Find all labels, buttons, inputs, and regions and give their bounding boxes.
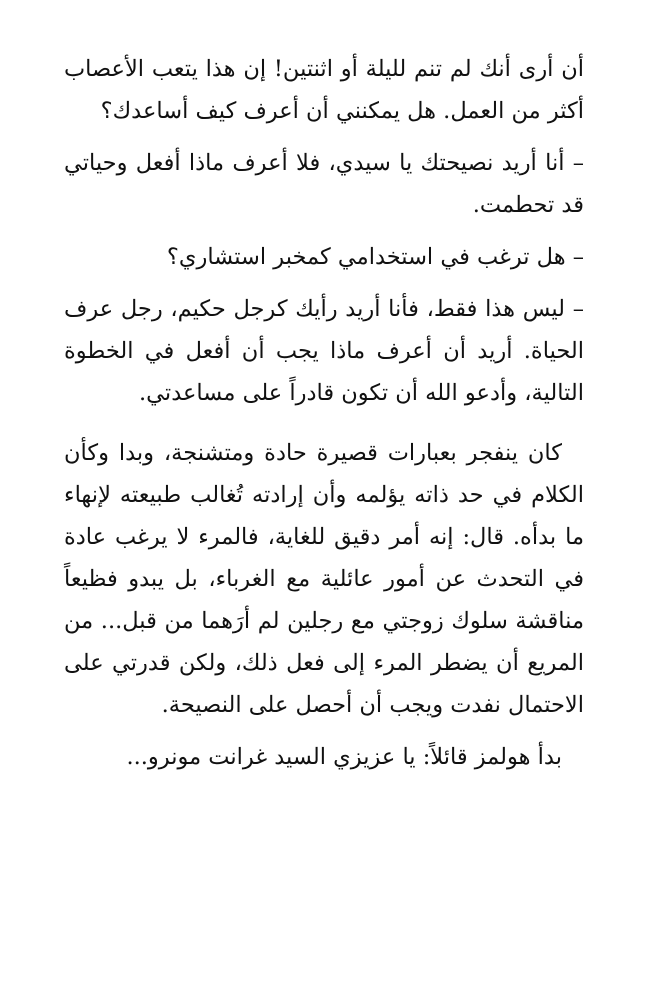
- paragraph-2: – أنا أريد نصيحتك يا سيدي، فلا أعرف ماذا أفعل وحياتي قد تحطمت.: [64, 150, 584, 218]
- paragraph-1: أن أرى أنك لم تنم لليلة أو اثنتين! إن هذا يتعب الأعصاب أكثر من العمل. هل يمكنني أن أعرف كيف أساعدك؟: [64, 56, 584, 124]
- paragraph-6: بدأ هولمز قائلاً: يا عزيزي السيد غرانت مونرو...: [126, 744, 562, 770]
- paragraph-3: – هل ترغب في استخدامي كمخبر استشاري؟: [166, 244, 584, 270]
- paragraph-5: كان ينفجر بعبارات قصيرة حادة ومتشنجة، وبدا وكأن الكلام في حد ذاته يؤلمه وأن إرادته تُغالب طبيعته لإنهاء ما بدأه. قال: إنه أمر دقيق للغاية، فالمرء لا يرغب عادة في التحدث عن أمور عائلية مع الغرباء، بل يبدو فظيعاً مناقشة سلوك زوجتي مع رجلين لم أرَهما من قبل... من المريع أن يضطر المرء إلى فعل ذلك، ولكن قدرتي على الاحتمال نفدت ويجب أن أحصل على النصيحة.: [64, 440, 584, 718]
- paragraph-4: – ليس هذا فقط، فأنا أريد رأيك كرجل حكيم، رجل عرف الحياة. أريد أن أعرف ماذا يجب أن أفعل في الخطوة التالية، وأدعو الله أن تكون قادراً على مساعدتي.: [64, 296, 584, 406]
- page-text: [64, 48, 584, 778]
